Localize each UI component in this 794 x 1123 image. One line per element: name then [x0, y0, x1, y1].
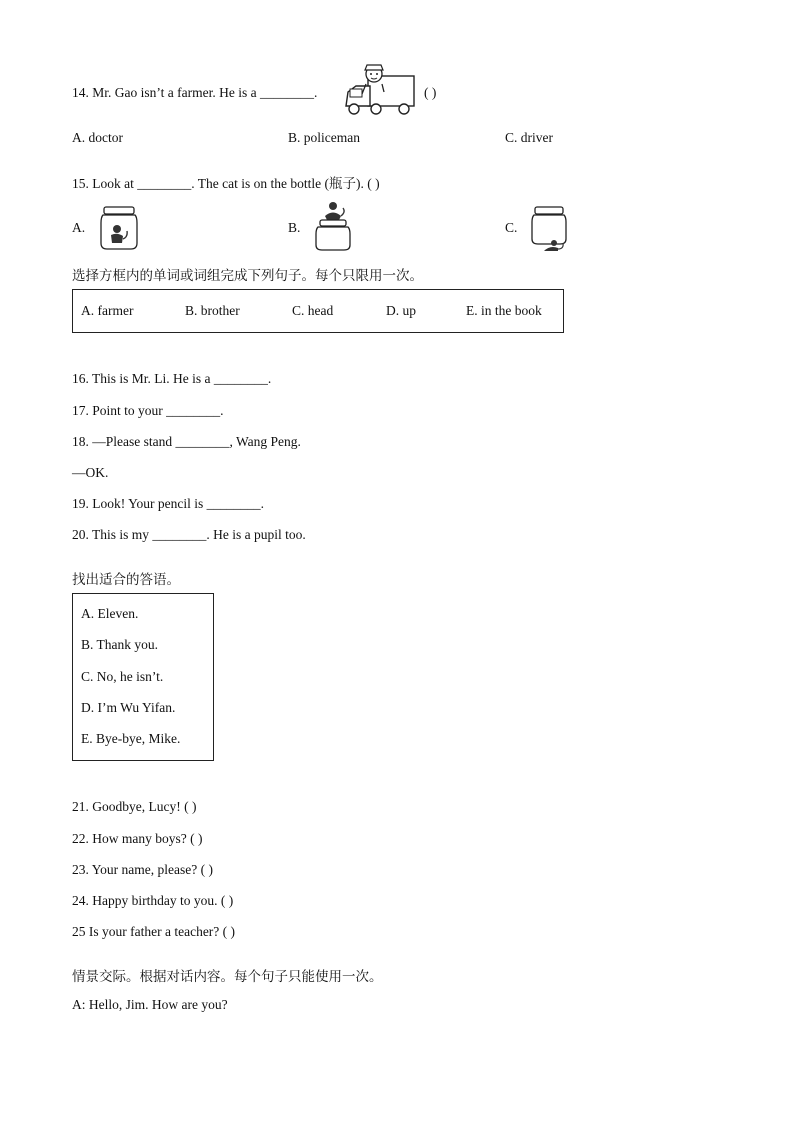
q17: 17. Point to your ________. — [72, 403, 224, 418]
q15-option-c: C. — [505, 220, 518, 235]
q14-option-a: A. doctor — [72, 130, 123, 145]
q23: 23. Your name, please? ( ) — [72, 862, 213, 877]
jar-cat-on-top-picture — [313, 200, 353, 252]
q24: 24. Happy birthday to you. ( ) — [72, 893, 234, 908]
answer-choice: D. I’m Wu Yifan. — [81, 700, 176, 715]
jar-cat-inside-picture — [98, 205, 140, 251]
q15-option-b: B. — [288, 220, 301, 235]
word-box-choice: E. in the book — [466, 303, 542, 318]
dialogue-line-1: A: Hello, Jim. How are you? — [72, 997, 228, 1012]
section1-instruction: 选择方框内的单词或词组完成下列句子。每个只限用一次。 — [72, 268, 423, 284]
truck-driver-picture — [340, 62, 420, 120]
word-box-choice: D. up — [386, 303, 416, 318]
answer-choice: E. Bye-bye, Mike. — [81, 731, 181, 746]
q15-stem: 15. Look at ________. The cat is on the bottle (瓶子). ( ) — [72, 176, 380, 191]
answer-choice: A. Eleven. — [81, 606, 139, 621]
section3-instruction: 情景交际。根据对话内容。每个句子只能使用一次。 — [72, 969, 383, 985]
q25: 25 Is your father a teacher? ( ) — [72, 924, 236, 939]
q14-option-b: B. policeman — [288, 130, 360, 145]
word-box-choice: B. brother — [185, 303, 240, 318]
answer-choice: C. No, he isn’t. — [81, 669, 164, 684]
jar-cat-beside-picture — [530, 205, 570, 253]
q18: 18. —Please stand ________, Wang Peng. — [72, 434, 301, 449]
word-box-choice: C. head — [292, 303, 334, 318]
section2-answer-box — [72, 593, 214, 761]
q14-answer-paren: ( ) — [424, 85, 437, 100]
q16: 16. This is Mr. Li. He is a ________. — [72, 371, 272, 386]
section2-instruction: 找出适合的答语。 — [72, 572, 180, 588]
q14-option-c: C. driver — [505, 130, 553, 145]
q22: 22. How many boys? ( ) — [72, 831, 203, 846]
q15-option-a: A. — [72, 220, 86, 235]
q20: 20. This is my ________. He is a pupil too. — [72, 527, 306, 542]
word-box-choice: A. farmer — [81, 303, 134, 318]
q19: 19. Look! Your pencil is ________. — [72, 496, 264, 511]
q18-reply: —OK. — [72, 465, 109, 480]
q21: 21. Goodbye, Lucy! ( ) — [72, 799, 197, 814]
answer-choice: B. Thank you. — [81, 637, 158, 652]
q14-stem: 14. Mr. Gao isn’t a farmer. He is a ________. — [72, 85, 318, 100]
section1-word-box — [72, 289, 564, 333]
